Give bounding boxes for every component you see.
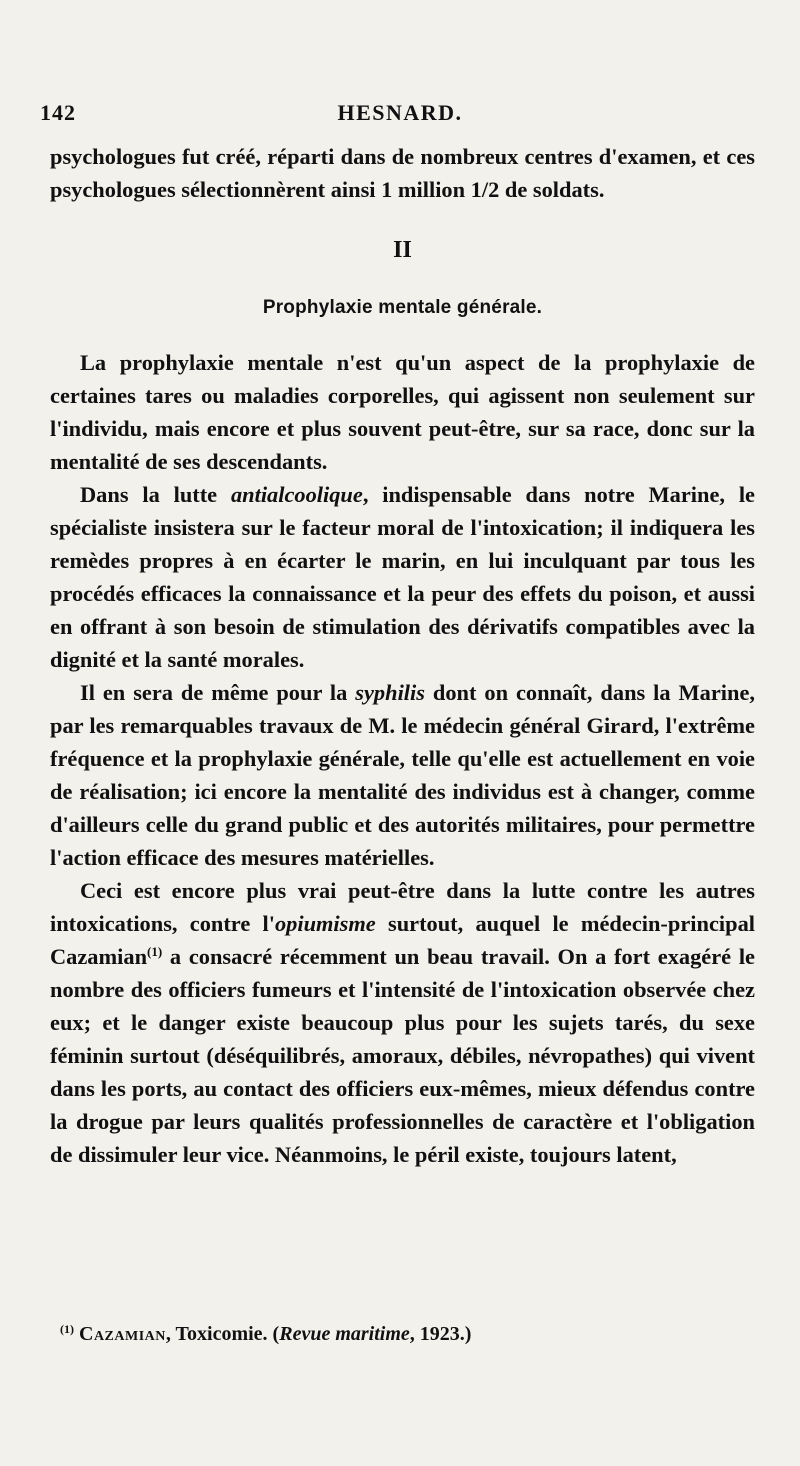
section-number: II — [393, 237, 412, 263]
body-text — [50, 140, 755, 1171]
paragraph-4 — [50, 874, 755, 1171]
footnote-reference: (1) — [147, 944, 163, 959]
paragraph-1: La prophylaxie mentale n'est qu'un aspect de la prophylaxie de certaines tares ou maladies corporelles, qui agissent non seulement sur l'individu, mais encore et plus souvent peut-être, sur sa race, donc sur la mentalité de ses descendants. — [50, 350, 755, 474]
paragraph-3-text-b: dont on connaît, dans la Marine, par les remarquables travaux de M. le médecin général Girard, l'extrême fréquence et la prophylaxie générale, telle qu'elle est actuellement en voie de réalisation; ici encore la mentalité des individus est à changer, comme d'ailleurs celle du grand public et des autorités militaires, pour permettre l'action efficace des mesures matérielles. — [50, 680, 755, 870]
footnote — [60, 1322, 471, 1346]
paragraph-2 — [50, 478, 755, 676]
paragraph-2-text-b: , indispensable dans notre Marine, le spécialiste insistera sur le facteur moral de l'intoxication; il indiquera les remèdes propres à en écarter le marin, en lui inculquant par tous les procédés efficaces la connaissance et la peur des effets du poison, et aussi en offrant à son besoin de stimulation des dérivatifs compatibles avec la dignité et la santé morales. — [50, 482, 755, 672]
footnote-text-b: , 1923.) — [409, 1323, 472, 1345]
paragraph-4-text-b: surtout, auquel le médecin-principal Cazamian — [50, 911, 755, 969]
footnote-journal: Revue maritime — [279, 1323, 410, 1345]
page-header — [40, 100, 760, 134]
paragraph-4-emphasis: opiumisme — [274, 911, 376, 936]
paragraph-4-text-c: a consacré récemment un beau travail. On a fort exagéré le nombre des officiers fumeurs et l'intensité de l'intoxication observée chez eux; et le danger existe beaucoup plus pour les sujets tarés, du sexe féminin surtout (déséquilibrés, amoraux, débiles, névropathes) qui vivent dans les ports, au contact des officiers eux-mêmes, mieux défendus contre la drogue par leurs qualités professionnelles de caractère et l'obligation de dissimuler leur vice. Néanmoins, le péril existe, toujours latent, — [50, 944, 755, 1167]
footnote-author: Cazamian — [79, 1323, 166, 1345]
page-number: 142 — [40, 100, 76, 125]
continuation-paragraph: psychologues fut créé, réparti dans de nombreux centres d'examen, et ces psychologues sélectionnèrent ainsi 1 million 1/2 de soldats. — [50, 144, 755, 202]
footnote-text-a: , Toxicomie. ( — [165, 1323, 280, 1345]
paragraph-3-emphasis: syphilis — [355, 680, 425, 705]
paragraph-3 — [50, 676, 755, 874]
footnote-marker: (1) — [60, 1322, 74, 1336]
running-head: HESNARD. — [337, 100, 463, 125]
paragraph-2-text-a: Dans la lutte — [80, 482, 231, 507]
paragraph-2-emphasis: antialcoolique — [230, 482, 363, 507]
section-title: Prophylaxie mentale générale. — [262, 297, 543, 318]
paragraph-4-text-a: Ceci est encore plus vrai peut-être dans la lutte contre les autres intoxications, contre l' — [50, 878, 755, 936]
paragraph-3-text-a: Il en sera de même pour la — [80, 680, 356, 705]
